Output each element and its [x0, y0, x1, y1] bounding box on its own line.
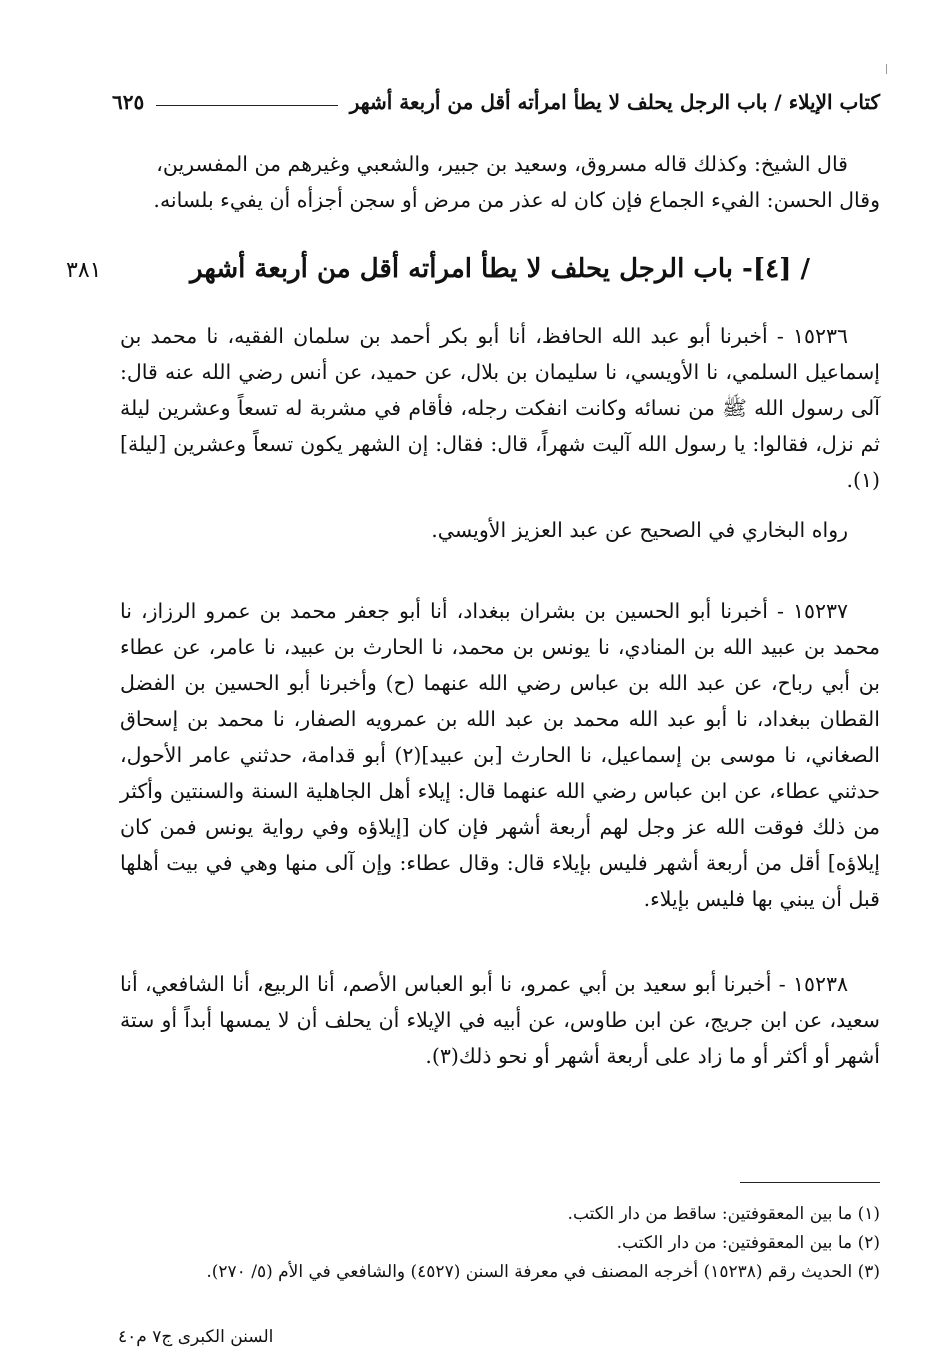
printer-signature: السنن الكبرى ج٧ م٤٠: [118, 1327, 274, 1347]
corner-mark: [886, 64, 887, 74]
hadith-paragraph: ١٥٢٣٦ - أخبرنا أبو عبد الله الحافظ، أنا أبو بكر أحمد بن سلمان الفقيه، نا محمد بن إسماعيل السلمي، نا الأويسي، نا سليمان بن بلال، عن حميد، عن أنس رضي الله عنه قال: آلى رسول الله ﷺ من نسائه وكانت انفكت رجله، فأقام في مشربة له تسعاً وعشرين ليلة ثم نزل، فقالوا: يا رسول الله آليت شهراً، قال: فقال: إن الشهر يكون تسعاً وعشرين [ليلة](١).: [120, 324, 880, 492]
running-header: [112, 84, 880, 120]
header-rule: [156, 105, 338, 106]
hadith-paragraph: ١٥٢٣٨ - أخبرنا أبو سعيد بن أبي عمرو، نا أبو العباس الأصم، أنا الربيع، أنا الشافعي، أنا سعيد، عن ابن جريج، عن ابن طاوس، عن أبيه في الإيلاء أن يحلف أن لا يمسها أبداً أو ستة أشهر أو أكثر أو ما زاد على أربعة أشهر أو نحو ذلك(٣).: [120, 972, 880, 1068]
running-header-title: كتاب الإيلاء / باب الرجل يحلف لا يطأ امرأته أقل من أربعة أشهر: [349, 90, 880, 114]
footnote: (٣) الحديث رقم (١٥٢٣٨) أخرجه المصنف في معرفة السنن (٤٥٢٧) والشافعي في الأم (٥/ ٢٧٠).: [206, 1262, 880, 1282]
hadith-paragraph: رواه البخاري في الصحيح عن عبد العزيز الأويسي.: [431, 518, 848, 542]
chapter-title: / [٤]- باب الرجل يحلف لا يطأ امرأته أقل من أربعة أشهر: [190, 254, 810, 284]
hadith-15236: [120, 318, 880, 548]
footnote: (١) ما بين المعقوفتين: ساقط من دار الكتب.: [567, 1204, 880, 1224]
intro-text: [120, 146, 880, 218]
intro-line: قال الشيخ: وكذلك قاله مسروق، وسعيد بن جبير، والشعبي وغيرهم من المفسرين،: [156, 152, 848, 176]
margin-page-number: ٣٨١: [66, 258, 102, 283]
footnotes: [120, 1200, 880, 1287]
intro-line: وقال الحسن: الفيء الجماع فإن كان له عذر من مرض أو سجن أجزأه أن يفيء بلسانه.: [153, 188, 880, 212]
hadith-15237: [120, 593, 880, 917]
hadith-15238: [120, 966, 880, 1074]
hadith-paragraph: ١٥٢٣٧ - أخبرنا أبو الحسين بن بشران ببغداد، أنا أبو جعفر محمد بن عمرو الرزاز، نا محمد بن عبيد الله بن المنادي، نا يونس بن محمد، نا الحارث بن عبيد، نا عامر، عن عطاء بن أبي رباح، عن عبد الله بن عباس رضي الله عنهما (ح) وأخبرنا أبو الحسين بن الفضل القطان ببغداد، نا أبو عبد الله محمد بن عبد الله بن عمرويه الصفار، نا محمد بن إسحاق الصغاني، نا موسى بن إسماعيل، نا الحارث [بن عبيد](٢) أبو قدامة، حدثني عامر الأحول، حدثني عطاء، عن ابن عباس رضي الله عنهما قال: إيلاء أهل الجاهلية السنة والسنتين وأكثر من ذلك فوقت الله عز وجل لهم أربعة أشهر فإن كان [إيلاؤه وفي رواية يونس فمن كان إيلاؤه] أقل من أربعة أشهر فليس بإيلاء قال: وقال عطاء: وإن آلى منها وهي في بيت أهلها قبل أن يبني بها فليس بإيلاء.: [120, 599, 880, 911]
page-number: ٦٢٥: [112, 90, 145, 114]
footnote: (٢) ما بين المعقوفتين: من دار الكتب.: [616, 1233, 880, 1253]
footnote-rule: [740, 1182, 880, 1183]
